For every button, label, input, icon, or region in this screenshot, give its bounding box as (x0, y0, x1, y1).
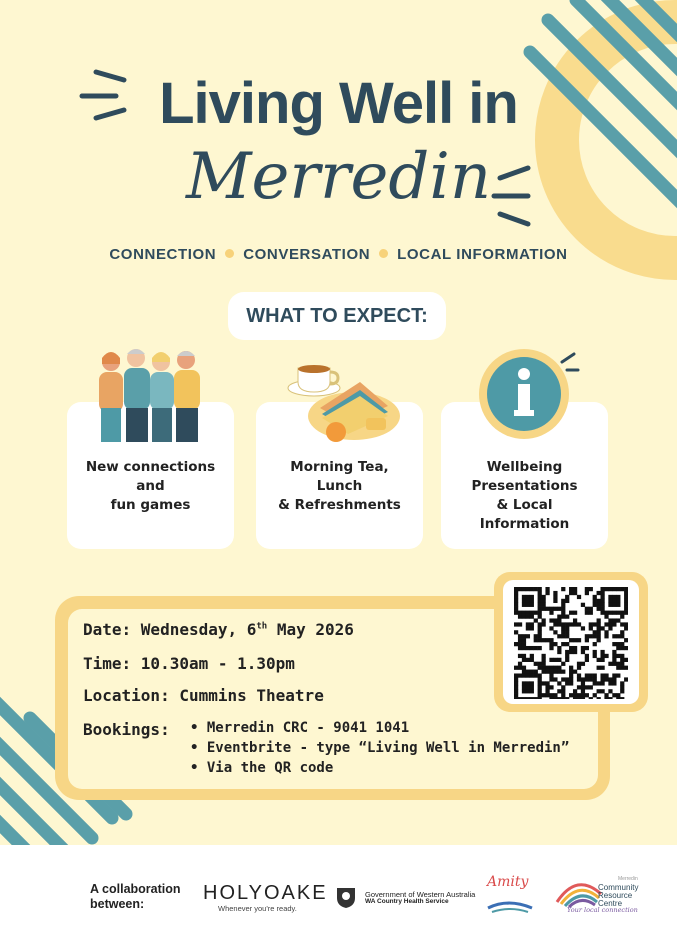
crc-line: Resource (598, 891, 633, 900)
card-text-line: Morning Tea, (290, 459, 389, 475)
what-to-expect-heading: WHAT TO EXPECT: (228, 292, 446, 340)
tagline-connection: CONNECTION (109, 246, 217, 263)
bookings-label: Bookings: (83, 720, 170, 739)
booking-option: • Merredin CRC - 9041 1041 (190, 720, 410, 736)
date-ordinal: th (256, 621, 268, 632)
crc-tagline: Your local connection (567, 906, 638, 914)
wa-health-label: WA Country Health Service (365, 898, 449, 905)
card-text-line: & Refreshments (278, 497, 401, 513)
card-text-line: Presentations (471, 478, 578, 494)
crc-line: Community (598, 883, 639, 892)
card-text-line: Wellbeing (486, 459, 563, 475)
crc-line: Centre (598, 899, 623, 908)
event-date (83, 620, 354, 639)
amity-logo-mark (486, 892, 534, 916)
event-time: Time: 10.30am - 1.30pm (83, 654, 295, 673)
booking-option: • Eventbrite - type “Living Well in Merredin” (190, 740, 570, 756)
collab-line: between: (90, 897, 145, 911)
tea-sandwich-icon (284, 354, 402, 446)
tagline-dot (225, 249, 234, 258)
date-text-end: May 2026 (267, 620, 354, 639)
wa-government-label: Government of Western Australia (365, 890, 476, 899)
card-text-line: Lunch (316, 478, 363, 494)
card-text-line: and (136, 478, 165, 494)
qr-code[interactable] (514, 587, 628, 699)
holyoake-tagline: Whenever you're ready. (218, 904, 297, 913)
tagline-conversation: CONVERSATION (243, 246, 371, 263)
date-text: Date: Wednesday, 6 (83, 620, 257, 639)
holyoake-logo: HOLYOAKE (203, 882, 328, 904)
collaboration-label (90, 882, 181, 912)
card-text-line: New connections (85, 459, 216, 475)
crc-rainbow-icon (553, 872, 603, 908)
collab-line: A collaboration (90, 882, 181, 896)
booking-option: • Via the QR code (190, 760, 334, 776)
crc-logo-text (598, 884, 638, 908)
card-text-line: fun games (110, 497, 191, 513)
wa-crest-icon (333, 884, 359, 910)
amity-logo: Amity (487, 874, 529, 890)
card-text-line: Information (479, 516, 570, 532)
tagline-dot (379, 249, 388, 258)
card-text-line: & Local (496, 497, 553, 513)
title-line-2: Merredin (185, 140, 492, 214)
event-location: Location: Cummins Theatre (83, 686, 324, 705)
crc-town-label: Merredin (618, 876, 638, 882)
people-group-icon (93, 348, 207, 444)
info-icon (474, 348, 580, 440)
tagline (0, 246, 677, 263)
tagline-local-information: LOCAL INFORMATION (397, 246, 568, 263)
title-line-1: Living Well in (159, 71, 518, 136)
